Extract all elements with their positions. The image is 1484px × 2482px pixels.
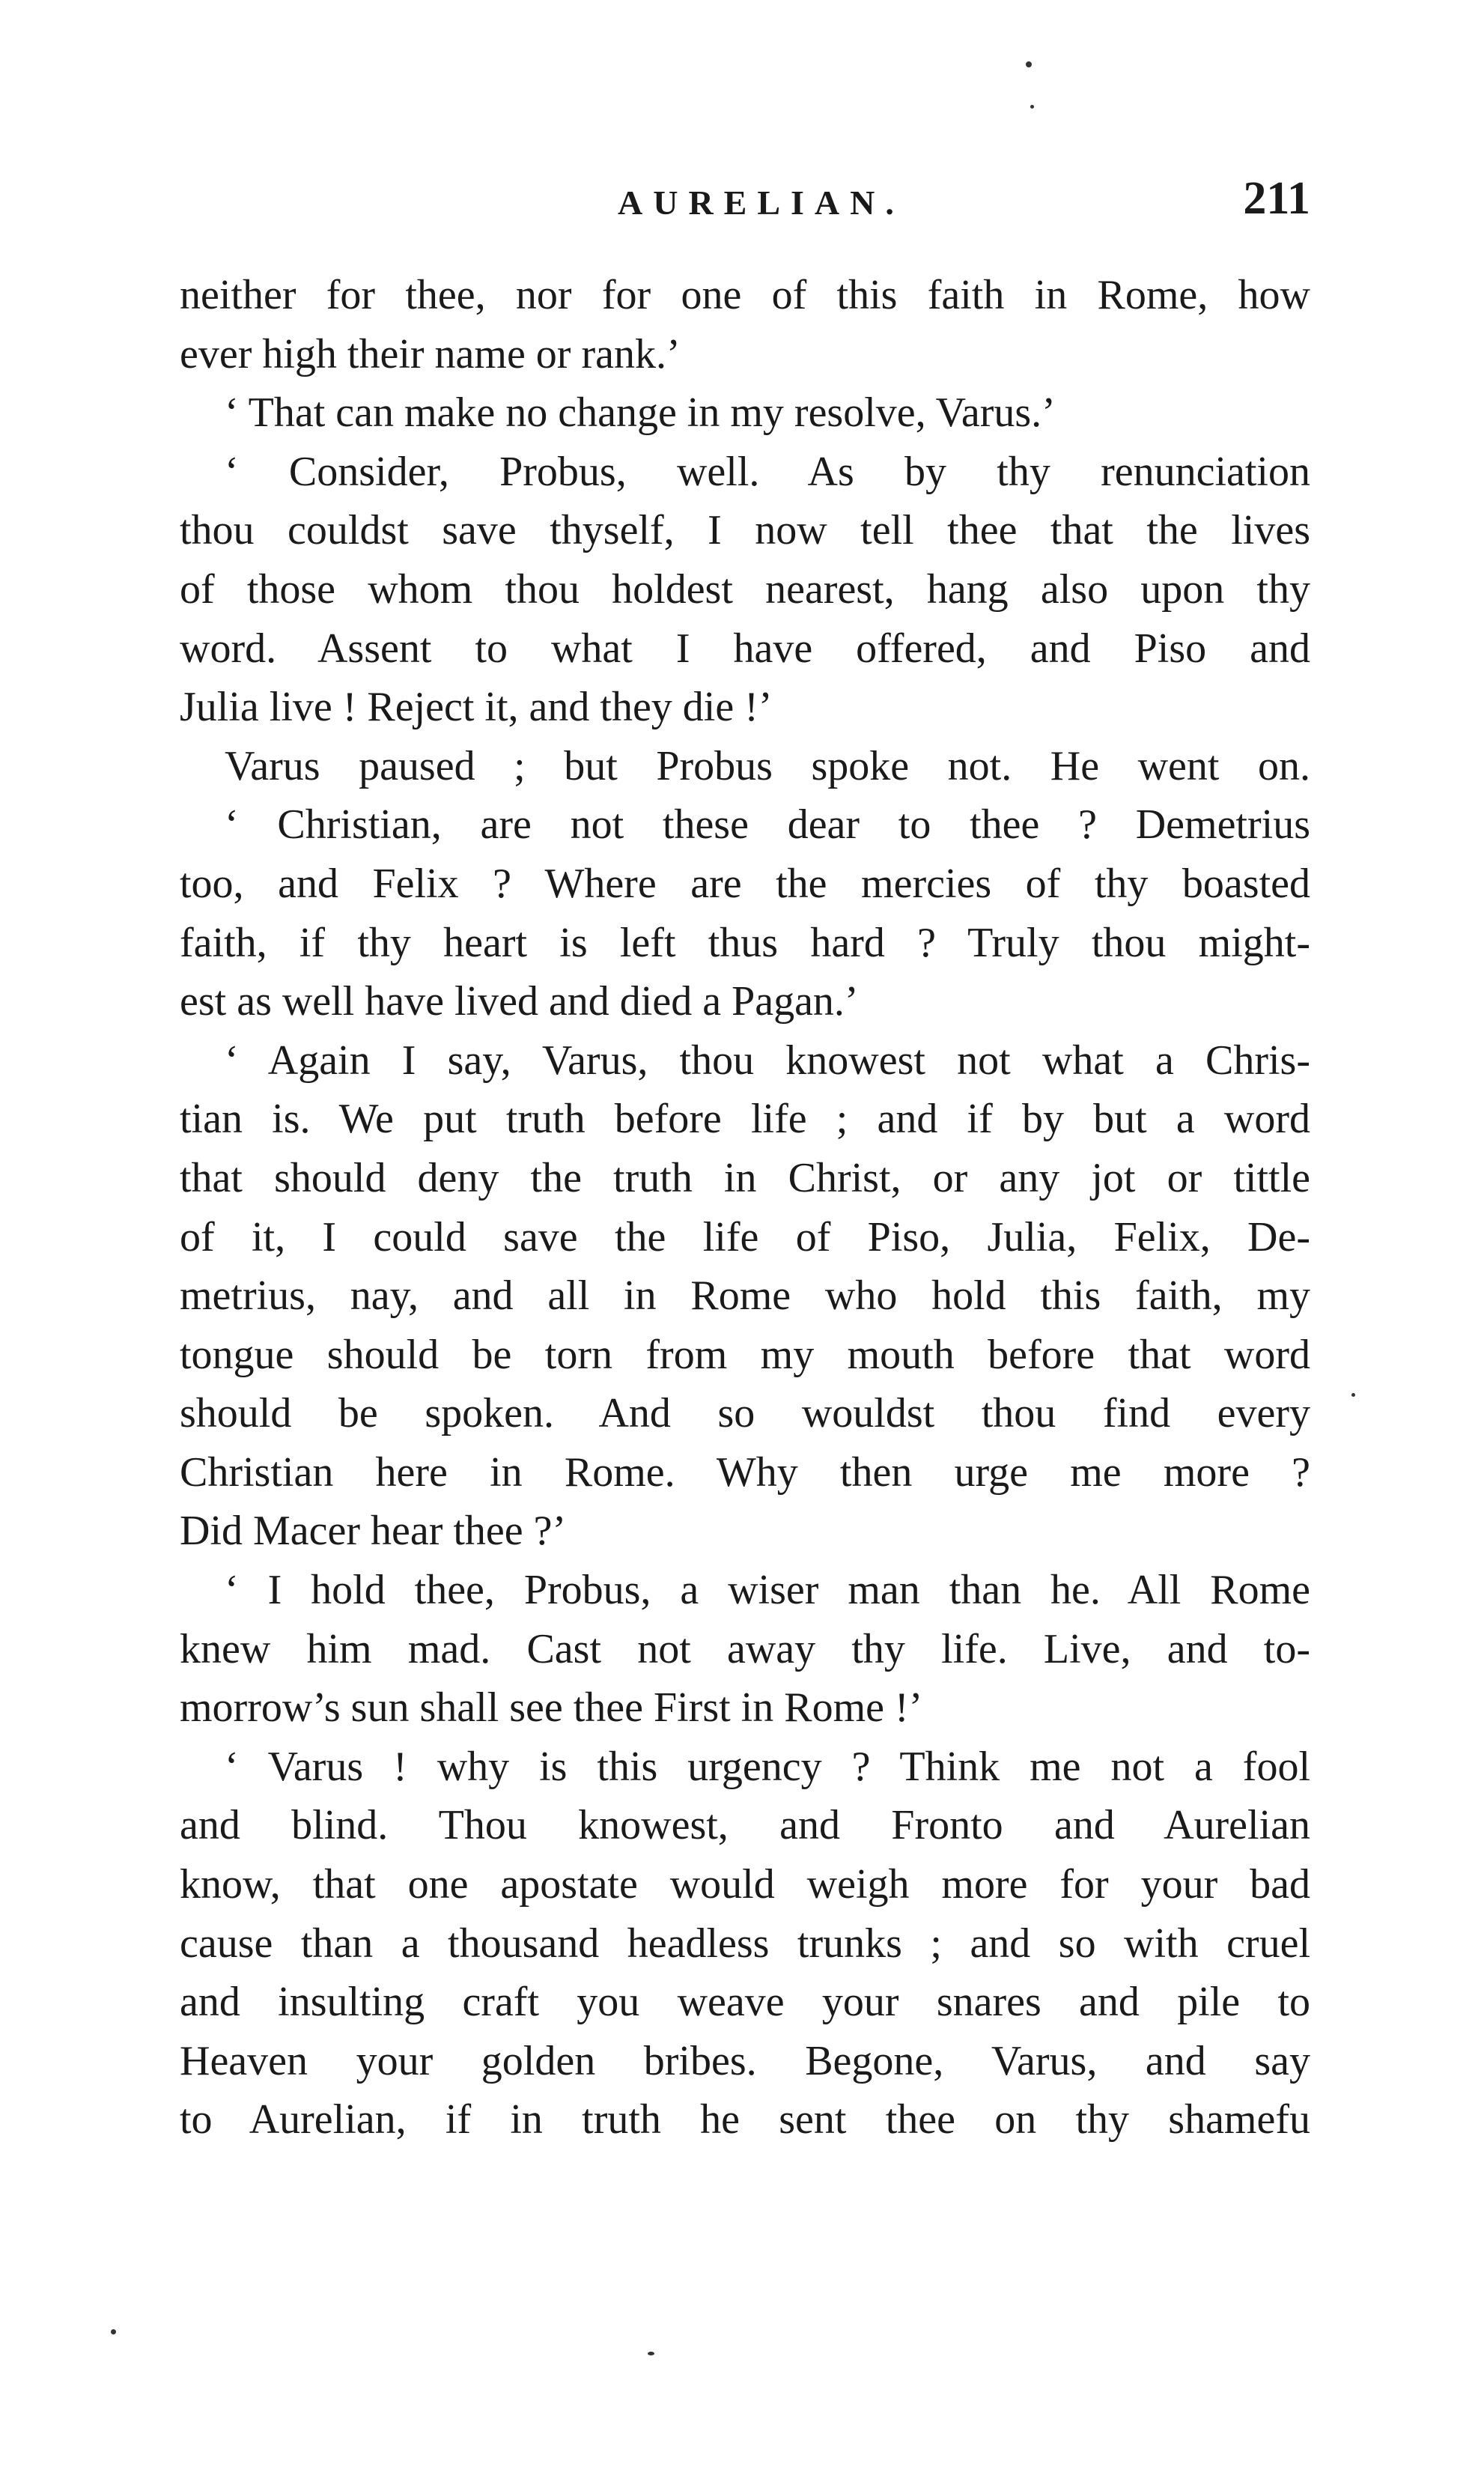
text-line: Heaven your golden bribes. Begone, Varus, and say [180, 2037, 1310, 2084]
text-line: that should deny the truth in Christ, or any jot or tittle [180, 1154, 1310, 1201]
print-speck [1026, 61, 1032, 67]
text-line: ‘ Christian, are not these dear to thee ? Demetrius [225, 801, 1310, 849]
text-line: Did Macer hear thee ?’ [180, 1508, 567, 1555]
text-line: should be spoken. And so wouldst thou find every [180, 1390, 1310, 1437]
text-line: and blind. Thou knowest, and Fronto and Aurelian [180, 1802, 1310, 1849]
text-line: and insulting craft you weave your snares and pile to [180, 1979, 1310, 2026]
text-line: Christian here in Rome. Why then urge me more ? [180, 1448, 1310, 1496]
text-line: cause than a thousand headless trunks ; and so with cruel [180, 1920, 1310, 1967]
text-line: ‘ Varus ! why is this urgency ? Think me not a fool [225, 1743, 1310, 1790]
print-speck [111, 2329, 116, 2334]
text-line: to Aurelian, if in truth he sent thee on thy shamefu [180, 2096, 1310, 2143]
text-line: thou couldst save thyself, I now tell thee that the lives [180, 507, 1310, 554]
body-text [180, 266, 1310, 2149]
text-line: ever high their name or rank.’ [180, 330, 681, 377]
text-line: ‘ Consider, Probus, well. As by thy renunciation [225, 448, 1310, 495]
text-line: morrow’s sun shall see thee First in Rome !’ [180, 1684, 923, 1732]
text-line: word. Assent to what I have offered, and Piso and [180, 625, 1310, 672]
text-line: metrius, nay, and all in Rome who hold this faith, my [180, 1272, 1310, 1320]
text-line: of those whom thou holdest nearest, hang also upon thy [180, 565, 1310, 613]
text-line: too, and Felix ? Where are the mercies of thy boasted [180, 860, 1310, 907]
print-speck [1030, 105, 1034, 109]
running-head [180, 172, 1310, 232]
text-line: neither for thee, nor for one of this faith in Rome, how [180, 272, 1310, 318]
text-line: Varus paused ; but Probus spoke not. He went on. [225, 742, 1310, 789]
text-line: faith, if thy heart is left thus hard ? Truly thou might- [180, 919, 1310, 966]
text-line: of it, I could save the life of Piso, Julia, Felix, De- [180, 1213, 1310, 1260]
text-line: est as well have lived and died a Pagan.’ [180, 978, 859, 1025]
print-speck [648, 2352, 654, 2355]
text-line: tian is. We put truth before life ; and if by but a word [180, 1096, 1310, 1143]
text-line: ‘ That can make no change in my resolve, Varus.’ [225, 389, 1056, 437]
text-line: ‘ I hold thee, Probus, a wiser man than he. All Rome [225, 1567, 1310, 1614]
text-line: ‘ Again I say, Varus, thou knowest not what a Chris- [225, 1037, 1310, 1084]
text-line: Julia live ! Reject it, and they die !’ [180, 684, 773, 731]
text-line: know, that one apostate would weigh more for your bad [180, 1861, 1310, 1908]
page-number: 211 [1243, 173, 1310, 224]
print-speck [1351, 1393, 1355, 1397]
text-line: tongue should be torn from my mouth before that word [180, 1331, 1310, 1378]
running-title: AURELIAN. [618, 183, 904, 222]
text-line: knew him mad. Cast not away thy life. Live, and to- [180, 1625, 1310, 1672]
